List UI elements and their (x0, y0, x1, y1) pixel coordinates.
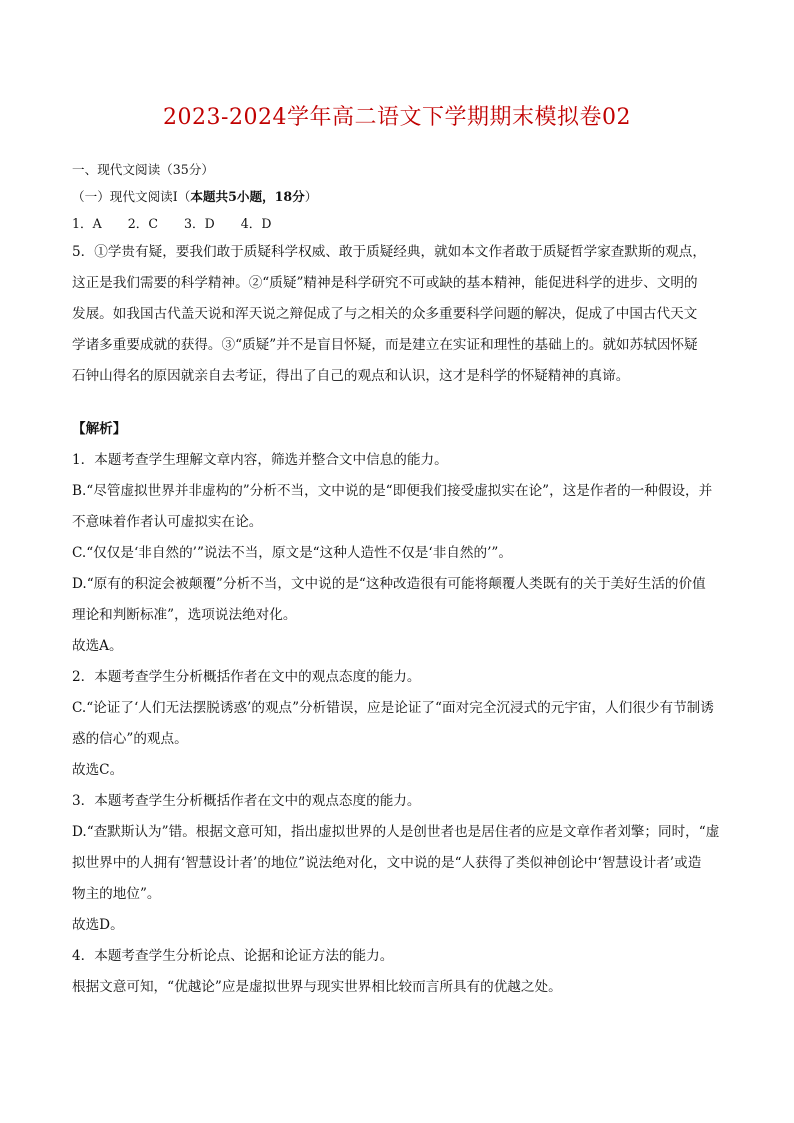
analysis-line: 3．本题考查学生分析概括作者在文中的观点态度的能力。 (72, 793, 421, 809)
section-heading: 一、现代文阅读（35分） (72, 162, 214, 177)
subsection-note: 本题共5小题，18分 (190, 189, 305, 204)
analysis-line: 1．本题考查学生理解文章内容，筛选并整合文中信息的能力。 (72, 452, 448, 468)
analysis-line: 拟世界中的人拥有‘智慧设计者’的地位”说法绝对化，文中说的是“人获得了类似神创论中‘智慧设计者’或造 (72, 855, 702, 871)
analysis-line: B.“尽管虚拟世界并非虚构的”分析不当，文中说的是“即便我们接受虚拟实在论”，这是作者的一种假设，并 (72, 483, 713, 499)
question-5-answer (72, 237, 732, 392)
q5-line: 发展。如我国古代盖天说和浑天说之辩促成了与之相关的众多重要科学问题的解决，促成了中国古代天文 (72, 306, 698, 322)
q5-line: 这正是我们需要的科学精神。②“质疑”精神是科学研究不可或缺的基本精神，能促进科学的进步、文明的 (72, 275, 698, 291)
analysis-line: 惑的信心”的观点。 (72, 731, 188, 747)
analysis-line: 不意味着作者认可虚拟实在论。 (72, 514, 263, 530)
analysis-line: 根据文意可知，“优越论”应是虚拟世界与现实世界相比较而言所具有的优越之处。 (72, 979, 562, 995)
analysis-line: D.“查默斯认为”错。根据文意可知，指出虚拟世界的人是创世者也是居住者的应是文章作者刘擎；同时，“虚 (72, 824, 720, 840)
analysis-line: 故选A。 (72, 638, 123, 654)
q5-line: 石钟山得名的原因就亲自去考证，得出了自己的观点和认识，这才是科学的怀疑精神的真谛。 (72, 368, 630, 384)
subsection-prefix: （一）现代文阅读Ⅰ（ (72, 189, 191, 204)
analysis-section (72, 445, 732, 1003)
analysis-line: 故选C。 (72, 762, 124, 778)
analysis-line: 4．本题考查学生分析论点、论据和论证方法的能力。 (72, 948, 394, 964)
answer-key-row (72, 210, 732, 237)
answer-1: 1．A (72, 216, 102, 231)
analysis-line: C.“论证了‘人们无法摆脱诱惑’的观点”分析错误，应是论证了“面对完全沉浸式的元宇宙，人们很少有节制诱 (72, 700, 714, 716)
q5-line: 5．①学贵有疑，要我们敢于质疑科学权威、敢于质疑经典，就如本文作者敢于质疑哲学家查默斯的观点， (72, 244, 706, 260)
analysis-header: 【解析】 (72, 421, 127, 437)
analysis-line: D.“原有的积淀会被颠覆”分析不当，文中说的是“这种改造很有可能将颠覆人类既有的关于美好生活的价值 (72, 576, 706, 592)
document-body (72, 156, 732, 1003)
analysis-line: 2．本题考查学生分析概括作者在文中的观点态度的能力。 (72, 669, 421, 685)
page-title: 2023-2024学年高二语文下学期期末模拟卷02 (163, 105, 631, 130)
answer-3: 3．D (183, 216, 215, 231)
answer-2: 2．C (127, 216, 158, 231)
analysis-line: 物主的地位”。 (72, 886, 161, 902)
analysis-line: 理论和判断标准”，选项说法绝对化。 (72, 607, 297, 623)
analysis-line: 故选D。 (72, 917, 124, 933)
subsection-heading (72, 183, 732, 210)
analysis-line: C.“仅仅是‘非自然的’”说法不当，原文是“这种人造性不仅是‘非自然的’”。 (72, 545, 512, 561)
subsection-suffix: ） (304, 189, 318, 204)
answer-4: 4．D (240, 216, 272, 231)
q5-line: 学诸多重要成就的获得。③“质疑”并不是盲目怀疑，而是建立在实证和理性的基础上的。就如苏轼因怀疑 (72, 337, 698, 353)
